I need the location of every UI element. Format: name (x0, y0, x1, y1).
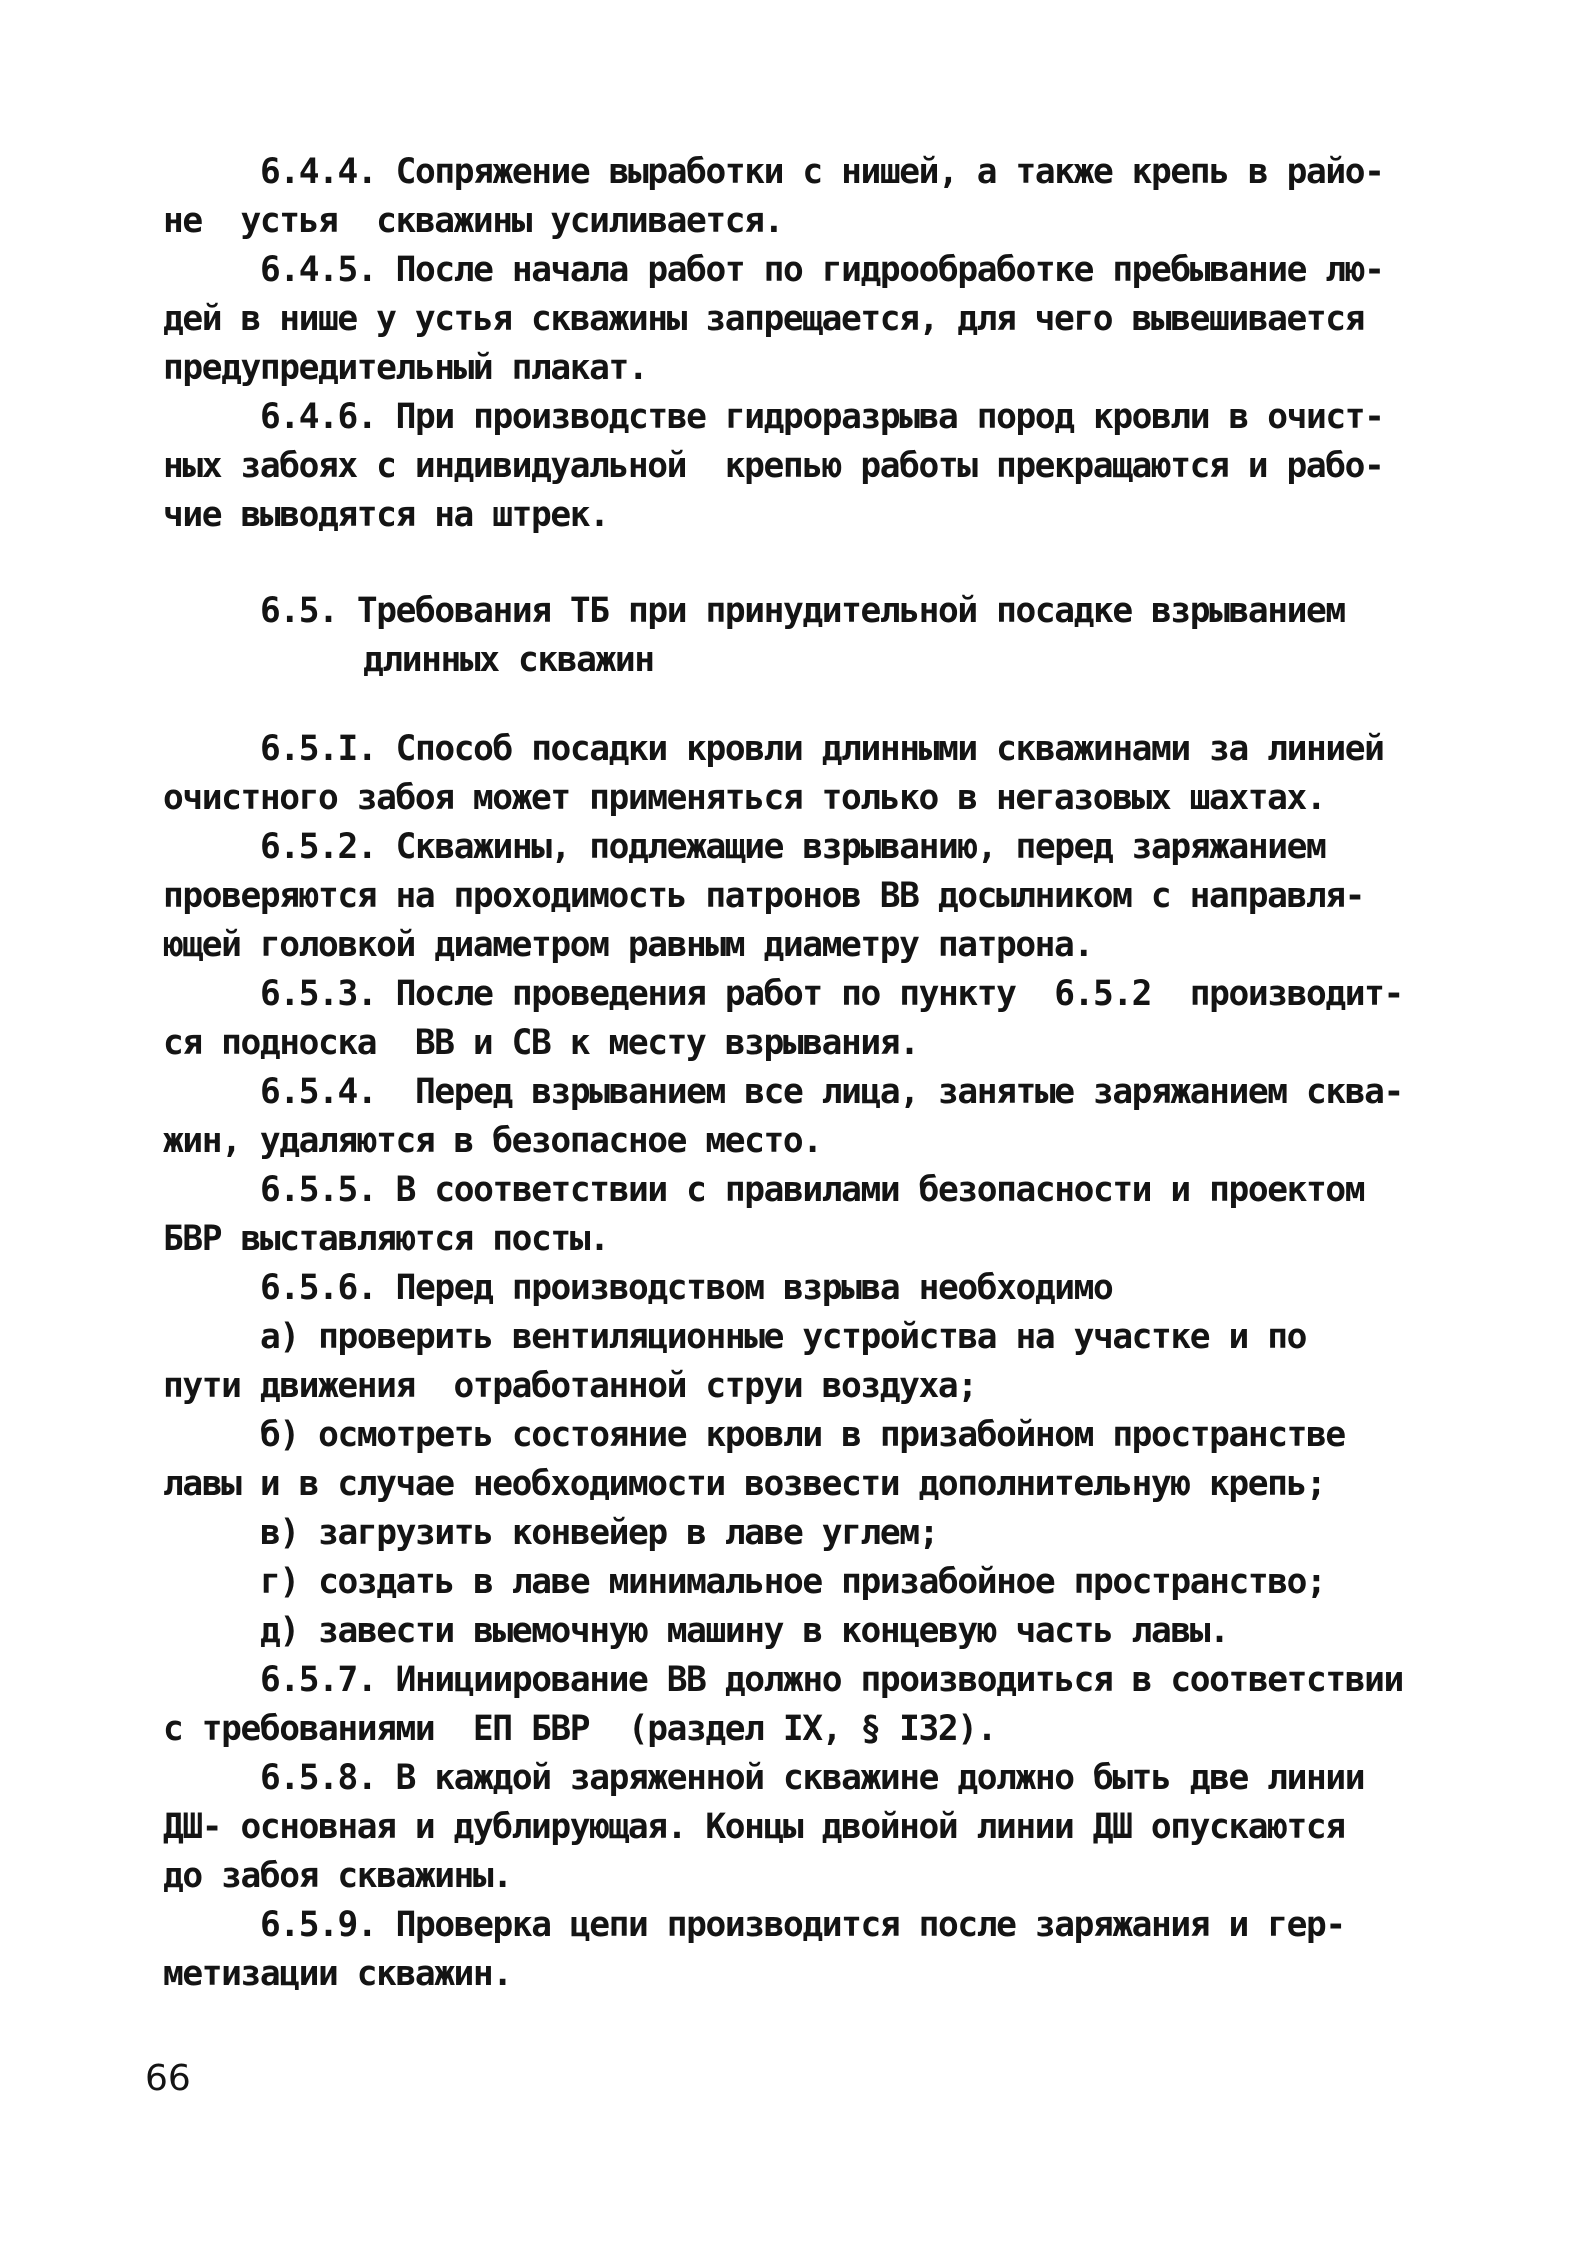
section-heading-line-2: длинных скважин (363, 640, 654, 680)
text-line: 6.4.6. При производстве гидроразрыва пород кровли в очист- (260, 397, 1384, 437)
section-heading-line-1: 6.5. Требования ТБ при принудительной посадке взрыванием (260, 591, 1345, 631)
text-line: 6.5.4. Перед взрыванием все лица, занятые заряжанием сква- (260, 1072, 1403, 1112)
text-line: лавы и в случае необходимости возвести дополнительную крепь; (163, 1464, 1326, 1504)
text-line: в) загрузить конвейер в лаве углем; (260, 1513, 938, 1553)
text-line: предупредительный плакат. (163, 348, 648, 388)
text-line: с требованиями ЕП БВР (раздел IX, § I32). (163, 1709, 996, 1749)
text-line: метизации скважин. (163, 1954, 512, 1994)
text-line: 6.4.5. После начала работ по гидрообработке пребывание лю- (260, 250, 1384, 290)
section-6-4-text (163, 148, 1463, 540)
text-line: 6.5.6. Перед производством взрыва необходимо (260, 1268, 1113, 1308)
text-line: чие выводятся на штрек. (163, 495, 609, 535)
section-6-5-text (163, 725, 1463, 1999)
text-line: г) создать в лаве минимальное призабойное пространство; (260, 1562, 1326, 1602)
text-line: не устья скважины усиливается. (163, 201, 783, 241)
text-line: 6.5.9. Проверка цепи производится после заряжания и гер- (260, 1905, 1345, 1945)
text-line: пути движения отработанной струи воздуха; (163, 1366, 977, 1406)
text-line: до забоя скважины. (163, 1856, 512, 1896)
text-line: 6.5.I. Способ посадки кровли длинными скважинами за линией (260, 729, 1384, 769)
text-line: БВР выставляются посты. (163, 1219, 609, 1259)
text-line: 6.5.2. Скважины, подлежащие взрыванию, перед заряжанием (260, 827, 1326, 867)
text-line: жин, удаляются в безопасное место. (163, 1121, 822, 1161)
text-line: б) осмотреть состояние кровли в призабойном пространстве (260, 1415, 1345, 1455)
text-line: дей в нише у устья скважины запрещается, для чего вывешивается (163, 299, 1364, 339)
text-line: ющей головкой диаметром равным диаметру патрона. (163, 925, 1093, 965)
text-line: ся подноска ВВ и СВ к месту взрывания. (163, 1023, 919, 1063)
text-line: 6.5.8. В каждой заряженной скважине должно быть две линии (260, 1758, 1365, 1798)
text-line: проверяются на проходимость патронов ВВ досылником с направля- (163, 876, 1364, 916)
text-line: 6.4.4. Сопряжение выработки с нишей, а также крепь в райо- (260, 152, 1384, 192)
text-line: 6.5.3. После проведения работ по пункту 6.5.2 производит- (260, 974, 1403, 1014)
text-line: д) завести выемочную машину в концевую часть лавы. (260, 1611, 1229, 1651)
text-line: 6.5.5. В соответствии с правилами безопасности и проектом (260, 1170, 1365, 1210)
text-line: очистного забоя может применяться только в негазовых шахтах. (163, 778, 1326, 818)
text-line: ных забоях с индивидуальной крепью работы прекращаются и рабо- (163, 446, 1384, 486)
document-body (163, 148, 1463, 1999)
text-line: ДШ- основная и дублирующая. Концы двойной линии ДШ опускаются (163, 1807, 1345, 1847)
text-line: а) проверить вентиляционные устройства на участке и по (260, 1317, 1307, 1357)
spacer (163, 685, 1463, 725)
text-line: 6.5.7. Инициирование ВВ должно производиться в соответствии (260, 1660, 1403, 1700)
page-number: 66 (145, 2058, 191, 2099)
spacer (163, 540, 1463, 587)
